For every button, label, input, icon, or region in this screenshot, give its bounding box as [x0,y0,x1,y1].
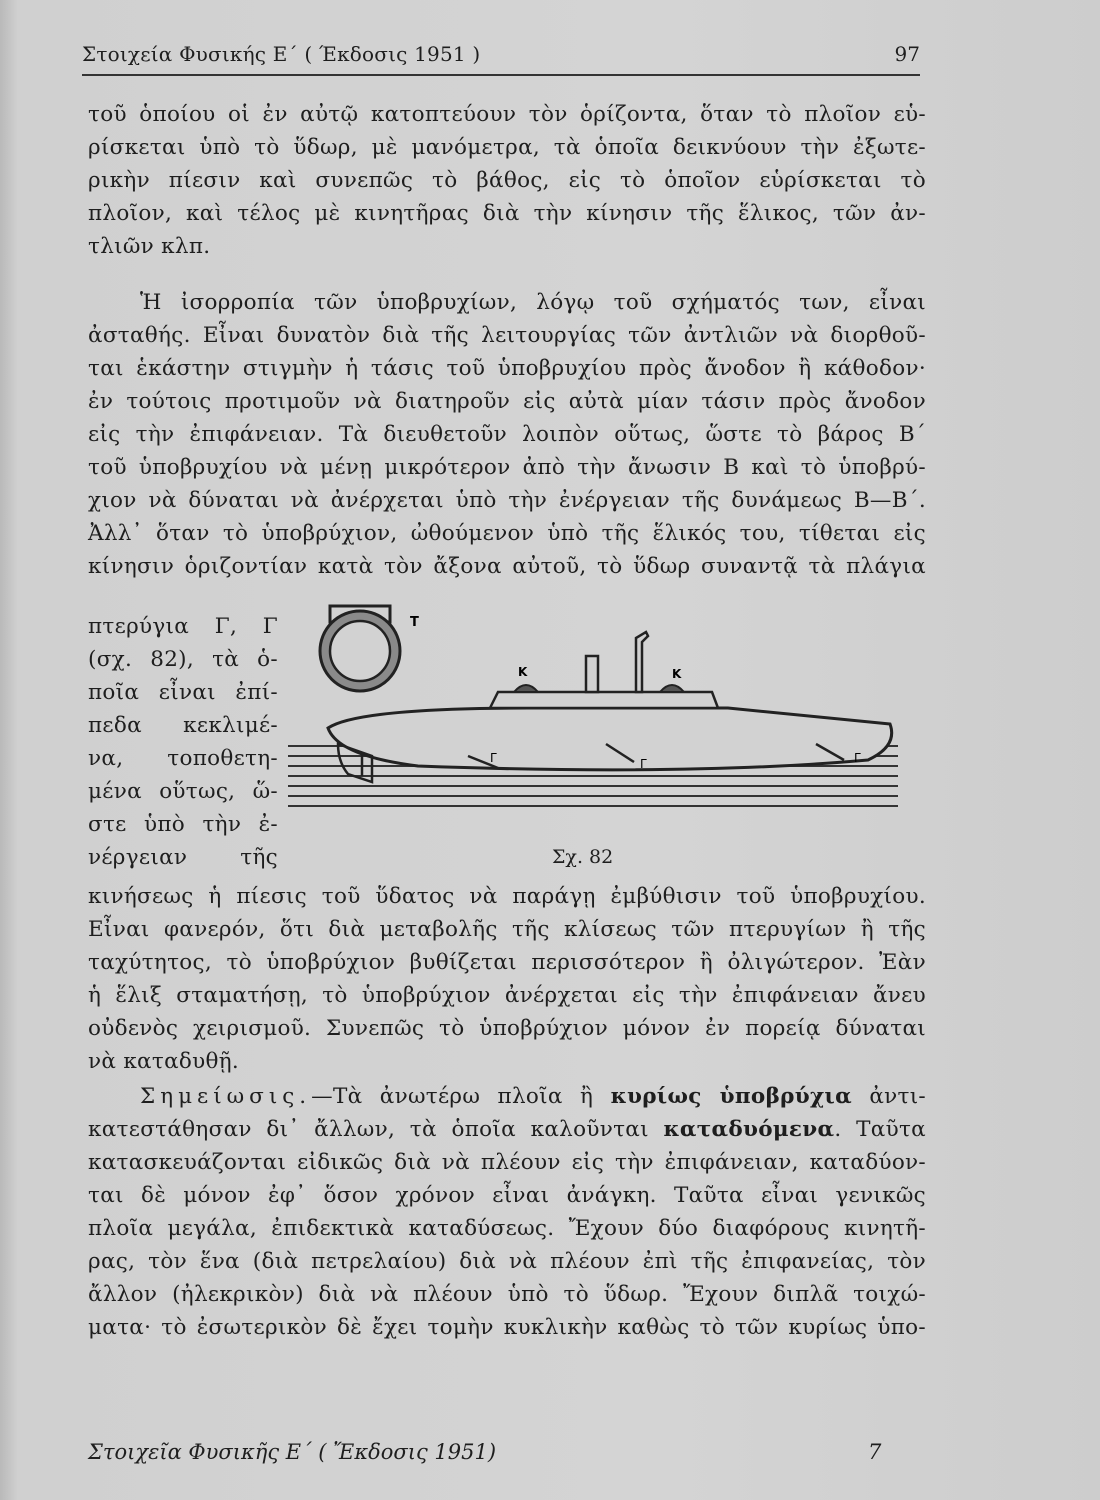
paragraph-2-wrap-column [88,610,278,874]
submarine-figure [268,596,928,866]
text-span: —Τὰ ἀνωτέρω πλοῖα ἢ [311,1084,611,1109]
text-line: Εἶναι φανερόν, ὅτι διὰ μεταβολῆς τῆς κλίσεως τῶν πτερυγίων ἢ τῆς [88,917,926,942]
text-line: τοῦ ὁποίου οἱ ἐν αὐτῷ κατοπτεύουν τὸν ὁρίζοντα, ὅταν τὸ πλοῖον εὑ- [88,102,926,127]
text-span: κατεστάθησαν δι᾽ ἄλλων, τὰ ὁποῖα καλοῦνται [88,1117,664,1142]
text-line: ρικὴν πίεσιν καὶ συνεπῶς τὸ βάθος, εἰς τὸ ὁποῖον εὑρίσκεται τὸ [88,168,926,193]
term-bold: κυρίως ὑποβρύχια [610,1084,852,1109]
figure-label-t: Τ [410,615,419,630]
figure-label-g1: Γ [490,751,497,765]
text-span: ἀντι- [851,1084,926,1109]
conning-tower [586,656,598,692]
note-label: Σημείωσις. [140,1084,312,1109]
text-line: Ἡ ἰσορροπία τῶν ὑποβρυχίων, λόγῳ τοῦ σχήματός των, εἶναι [140,290,926,315]
text-line [88,1080,926,1113]
text-line: πεδα κεκλιμέ- [88,713,278,738]
text-line: νέργειαν τῆς [88,845,278,870]
text-line: ρας, τὸν ἕνα (διὰ πετρελαίου) διὰ νὰ πλέουν ἐπὶ τῆς ἐπιφανείας, τὸν [88,1249,926,1274]
figure-label-k2: Κ [672,667,682,681]
periscope [636,632,648,692]
text-line: πλοῖα μεγάλα, ἐπιδεκτικὰ καταδύσεως. Ἔχουν δύο διαφόρους κινητῆ- [88,1216,926,1241]
paragraph-1 [88,98,926,263]
figure-label-g3: Γ [854,751,861,765]
sheet-number: 7 [868,1440,882,1464]
text-line: μένα οὕτως, ὥ- [88,779,278,804]
text-line: πλοῖον, καὶ τέλος μὲ κινητῆρας διὰ τὴν κίνησιν τῆς ἕλικος, τῶν ἀν- [88,201,926,226]
text-line: τοῦ ὑποβρυχίου νὰ μένῃ μικρότερον ἀπὸ τὴν ἄνωσιν Β καὶ τὸ ὑποβρύ- [88,455,926,480]
text-line: ματα· τὸ ἐσωτερικὸν δὲ ἔχει τομὴν κυκλικὴν καθὼς τὸ τῶν κυρίως ὑπο- [88,1315,926,1340]
text-line: κίνησιν ὁριζοντίαν κατὰ τὸν ἄξονα αὐτοῦ, τὸ ὕδωρ συναντᾷ τὰ πλάγια [88,554,926,579]
text-line: πτερύγια Γ, Γ [88,614,278,639]
paragraph-3 [88,880,926,1078]
text-line: τλιῶν κλπ. [88,234,211,259]
text-line: χιον νὰ δύναται νὰ ἀνέρχεται ὑπὸ τὴν ἐνέργειαν τῆς δυνάμεως Β—Β΄. [88,488,926,513]
text-line: κινήσεως ἡ πίεσις τοῦ ὕδατος νὰ παράγῃ ἐμβύθισιν τοῦ ὑποβρυχίου. [88,884,926,909]
text-line: ται ἑκάστην στιγμὴν ἡ τάσις τοῦ ὑποβρυχίου πρὸς ἄνοδον ἢ κάθοδον· [88,356,926,381]
page-number: 97 [894,42,920,66]
text-line: κατασκευάζονται εἰδικῶς διὰ νὰ πλέουν εἰς τὴν ἐπιφάνειαν, καταδύον- [88,1150,926,1175]
text-line: ρίσκεται ὑπὸ τὸ ὕδωρ, μὲ μανόμετρα, τὰ ὁποῖα δεικνύουν τὴν ἐξωτε- [88,135,926,160]
text-span: . Ταῦτα [834,1117,926,1142]
submarine-deck [490,692,718,708]
text-line [88,1113,926,1146]
text-line: ταχύτητος, τὸ ὑποβρύχιον βυθίζεται περισσότερον ἢ ὀλιγώτερον. Ἐὰν [88,950,926,975]
header-title: Στοιχεία Φυσικής Ε΄ ( Έκδοσις 1951 ) [82,42,481,66]
footer-title: Στοιχεῖα Φυσικῆς Ε΄ ( Ἔκδοσις 1951) [88,1440,497,1464]
running-header [82,40,920,76]
figure-caption: Σχ. 82 [552,846,614,868]
hull-section-inner [330,621,390,681]
hatch-left [514,685,538,692]
text-line: ἐν τούτοις προτιμοῦν νὰ διατηροῦν εἰς αὐτὰ μίαν τάσιν πρὸς ἄνοδον [88,389,926,414]
submarine-hull [328,708,892,770]
text-line: Ἀλλ᾽ ὅταν τὸ ὑποβρύχιον, ὠθούμενον ὑπὸ τῆς ἕλικός του, τίθεται εἰς [88,521,926,546]
text-line: στε ὑπὸ τὴν ἐ- [88,812,278,837]
text-line: ἄλλον (ἠλεκρικὸν) διὰ νὰ πλέουν ὑπὸ τὸ ὕδωρ. Ἔχουν διπλᾶ τοιχώ- [88,1282,926,1307]
text-line: ἀσταθής. Εἶναι δυνατὸν διὰ τῆς λειτουργίας τῶν ἀντλιῶν νὰ διορθοῦ- [88,323,926,348]
text-line: νὰ καταδυθῇ. [88,1049,240,1074]
figure-label-g2: Γ [640,757,647,771]
text-line: ἡ ἕλιξ σταματήσῃ, τὸ ὑποβρύχιον ἀνέρχεται εἰς τὴν ἐπιφάνειαν ἄνευ [88,983,926,1008]
text-line: να, τοποθετη- [88,746,278,771]
text-line: ται δὲ μόνον ἐφ᾽ ὅσον χρόνον εἶναι ἀνάγκη. Ταῦτα εἶναι γενικῶς [88,1183,926,1208]
text-line: ποῖα εἶναι ἐπί- [88,680,278,705]
text-line: εἰς τὴν ἐπιφάνειαν. Τὰ διευθετοῦν λοιπὸν οὕτως, ὥστε τὸ βάρος Β΄ [88,422,926,447]
note-paragraph [88,1080,926,1344]
term-bold: καταδυόμενα [663,1117,835,1142]
paragraph-2 [88,286,926,583]
figure-label-k1: Κ [518,665,528,679]
hatch-right [660,685,684,692]
text-line: (σχ. 82), τὰ ὁ- [88,647,278,672]
text-line: οὐδενὸς χειρισμοῦ. Συνεπῶς τὸ ὑποβρύχιον μόνον ἐν πορείᾳ δύναται [88,1016,926,1041]
